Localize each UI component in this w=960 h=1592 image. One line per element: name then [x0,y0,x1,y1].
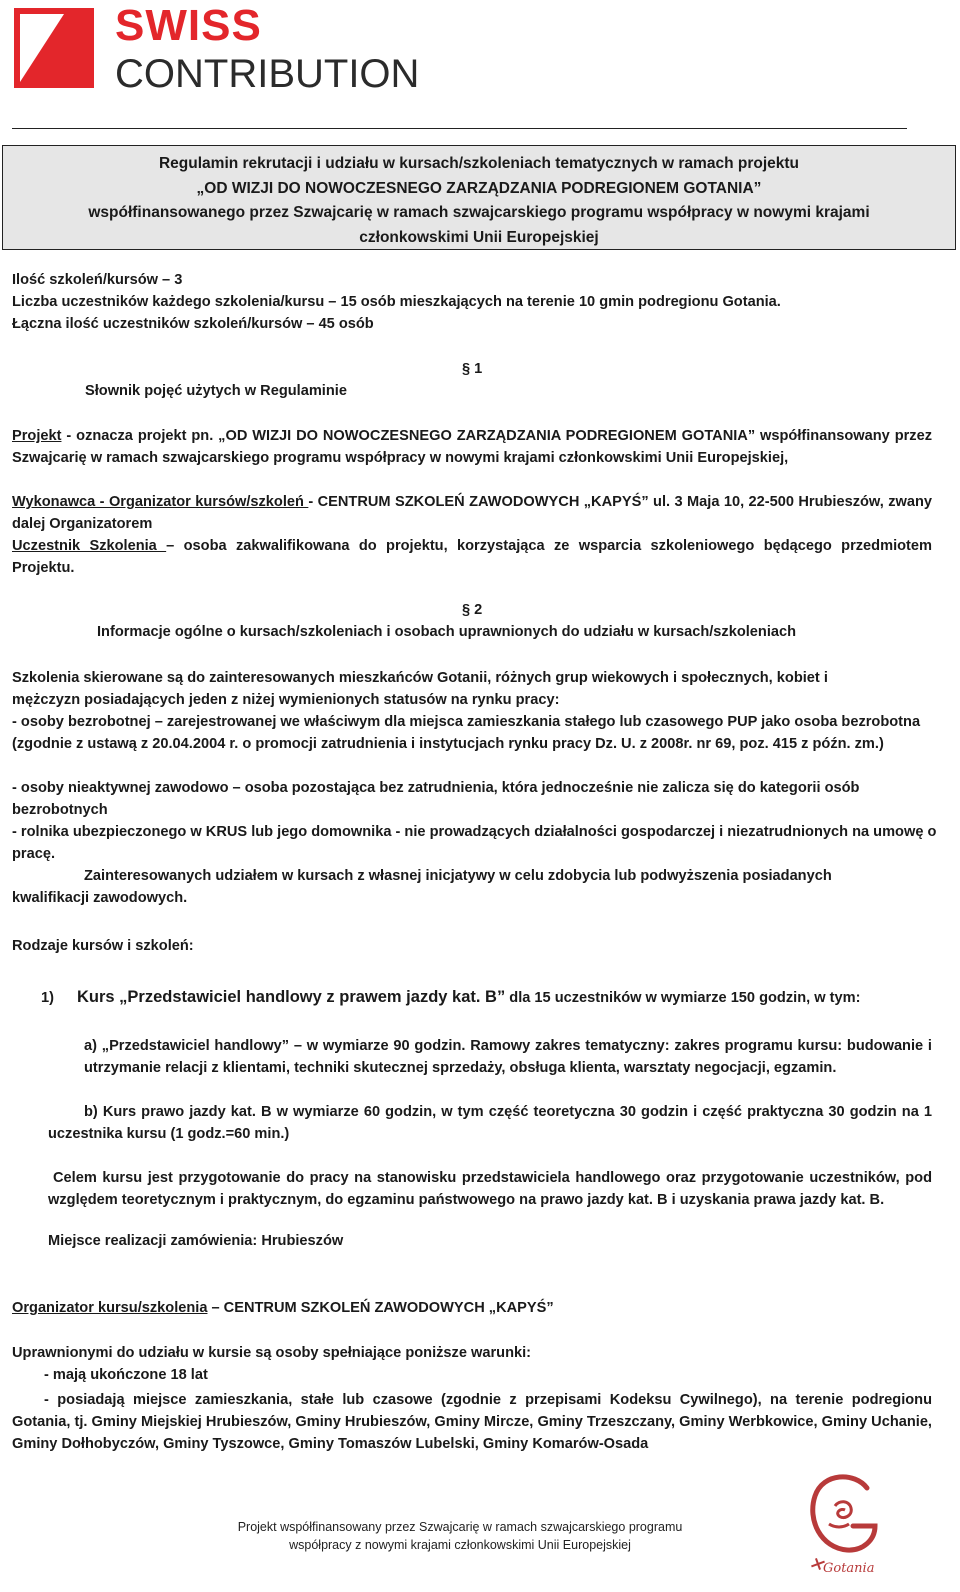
section-2-title: Informacje ogólne o kursach/szkoleniach i osobach uprawnionych do udziału w kursach/szkoleniach [97,624,797,640]
definition-projekt-text: - oznacza projekt pn. „OD WIZJI DO NOWOCZESNEGO ZARZĄDZANIA PODREGIONEM GOTANIA” współfinansowany przez Szwajcarię w ramach szwajcarskiego programu współpracy w nowymi krajami członkowskimi Unii Europejskiej, [12,428,932,466]
definition-uczestnik [12,535,932,579]
eligibility-age: - mają ukończone 18 lat [44,1367,208,1383]
definition-wykonawca-text: - CENTRUM SZKOLEŃ ZAWODOWYCH „KAPYŚ” ul. 3 Maja 10, 22-500 Hrubieszów, zwany dalej Organizatorem [12,494,932,532]
intro-course-count: Ilość szkoleń/kursów – 3 [12,272,183,288]
definition-uczestnik-text: – osoba zakwalifikowana do projektu, korzystająca ze wsparcia szkoleniowego będącego przedmiotem Projektu. [12,538,932,576]
courses-heading: Rodzaje kursów i szkoleń: [12,938,194,954]
definition-projekt [12,425,932,469]
course-1-part-a: a) „Przedstawiciel handlowy” – w wymiarze 90 godzin. Ramowy zakres tematyczny: zakres programu kursu: budowanie i utrzymanie relacji z klientami, techniki skutecznej sprzedaży, obsługa klienta, warsztaty negocjacji, egzamin. [84,1038,932,1076]
title-line-2: „OD WIZJI DO NOWOCZESNEGO ZARZĄDZANIA PODREGIONEM GOTANIA” [196,179,762,197]
intro-participants-per-course: Liczba uczestników każdego szkolenia/kursu – 15 osób mieszkających na terenie 10 gmin podregionu Gotania. [12,294,781,310]
course-1-number: 1) [41,990,54,1006]
title-line-4: członkowskimi Unii Europejskiej [359,228,599,246]
swiss-contribution-logo-icon [14,8,94,88]
course-1-heading [77,988,860,1007]
gotania-logo-icon [805,1466,885,1576]
section-2-p3: - osoby nieaktywnej zawodowo – osoba pozostająca bez zatrudnienia, która jednocześnie nie zalicza się do kategorii osób bezrobotnych [12,780,860,818]
footer-line-2: współpracy z nowymi krajami członkowskimi Unii Europejskiej [289,1538,631,1552]
section-2-heading: § 2 [462,602,483,618]
term-uczestnik: Uczestnik Szkolenia [12,538,167,554]
logo-text-swiss: SWISS [115,1,262,50]
organizer-name: – CENTRUM SZKOLEŃ ZAWODOWYCH „KAPYŚ” [207,1300,554,1316]
title-line-3: współfinansowanego przez Szwajcarię w ramach szwajcarskiego programu współpracy w nowymi krajami [88,204,870,221]
header-divider [12,128,907,129]
organizer-term: Organizator kursu/szkolenia [12,1300,208,1316]
course-1-title: Kurs „Przedstawiciel handlowy z prawem jazdy kat. B” [77,988,506,1006]
term-wykonawca: Wykonawca - Organizator kursów/szkoleń [12,494,309,510]
eligibility-residence: - posiadają miejsce zamieszkania, stałe lub czasowe (zgodnie z przepisami Kodeksu Cywilnego), na terenie podregionu Gotania, tj. Gminy Miejskiej Hrubieszów, Gminy Hrubieszów, Gminy Mircze, Gminy Trzeszczany, Gminy Werbkowice, Gminy Uchanie, Gminy Dołhobyczów, Gminy Tyszowce, Gminy Tomaszów Lubelski, Gminy Komarów-Osada [12,1392,932,1452]
course-1-part-b: b) Kurs prawo jazdy kat. B w wymiarze 60 godzin, w tym część teoretyczna 30 godzin i część praktyczna 30 godzin na 1 uczestnika kursu (1 godz.=60 min.) [48,1104,932,1142]
section-1-title: Słownik pojęć użytych w Regulaminie [85,383,347,399]
svg-text:Gotania: Gotania [823,1561,875,1576]
footer-line-1: Projekt współfinansowany przez Szwajcarię w ramach szwajcarskiego programu [237,1520,683,1534]
document-title-box [2,145,956,250]
section-1-heading: § 1 [462,361,483,377]
course-1-location: Miejsce realizacji zamówienia: Hrubieszów [48,1233,344,1249]
section-2-p1: Szkolenia skierowane są do zainteresowanych mieszkańców Gotanii, różnych grup wiekowych i społecznych, kobiet i mężczyzn posiadających jeden z niżej wymienionych statusów na rynku pracy: [12,670,828,708]
page-footer [150,1518,770,1554]
intro-total-participants: Łączna ilość uczestników szkoleń/kursów – 45 osób [12,316,374,332]
section-2-p4: - rolnika ubezpieczonego w KRUS lub jego domownika - nie prowadzących działalności gospodarczej i niezatrudnionych na umowę o pracę. [12,824,937,862]
organizer-line [12,1300,554,1316]
logo-text-contribution: CONTRIBUTION [115,52,420,96]
definition-wykonawca [12,491,932,535]
course-1-goal: Celem kursu jest przygotowanie do pracy na stanowisku przedstawiciela handlowego oraz przygotowanie uczestników, pod względem teoretycznym i praktycznym, do egzaminu państwowego na prawo jazdy kat. B i uzyskania prawa jazdy kat. B. [48,1170,932,1208]
title-line-1: Regulamin rekrutacji i udziału w kursach/szkoleniach tematycznych w ramach projektu [158,155,799,172]
course-1-details: dla 15 uczestników w wymiarze 150 godzin, w tym: [505,990,861,1006]
section-2-p2: - osoby bezrobotnej – zarejestrowanej we właściwym dla miejsca zamieszkania stałego lub czasowego PUP jako osoba bezrobotna (zgodnie z ustawą z 20.04.2004 r. o promocji zatrudnienia i instytucjach rynku pracy Dz. U. z 2008r. nr 69, poz. 415 z późn. zm.) [12,714,921,752]
section-2-p5: Zainteresowanych udziałem w kursach z własnej inicjatywy w celu zdobycia lub podwyższenia posiadanych kwalifikacji zawodowych. [12,868,832,906]
eligibility-heading: Uprawnionymi do udziału w kursie są osoby spełniające poniższe warunki: [12,1345,532,1361]
term-projekt: Projekt [12,428,62,444]
